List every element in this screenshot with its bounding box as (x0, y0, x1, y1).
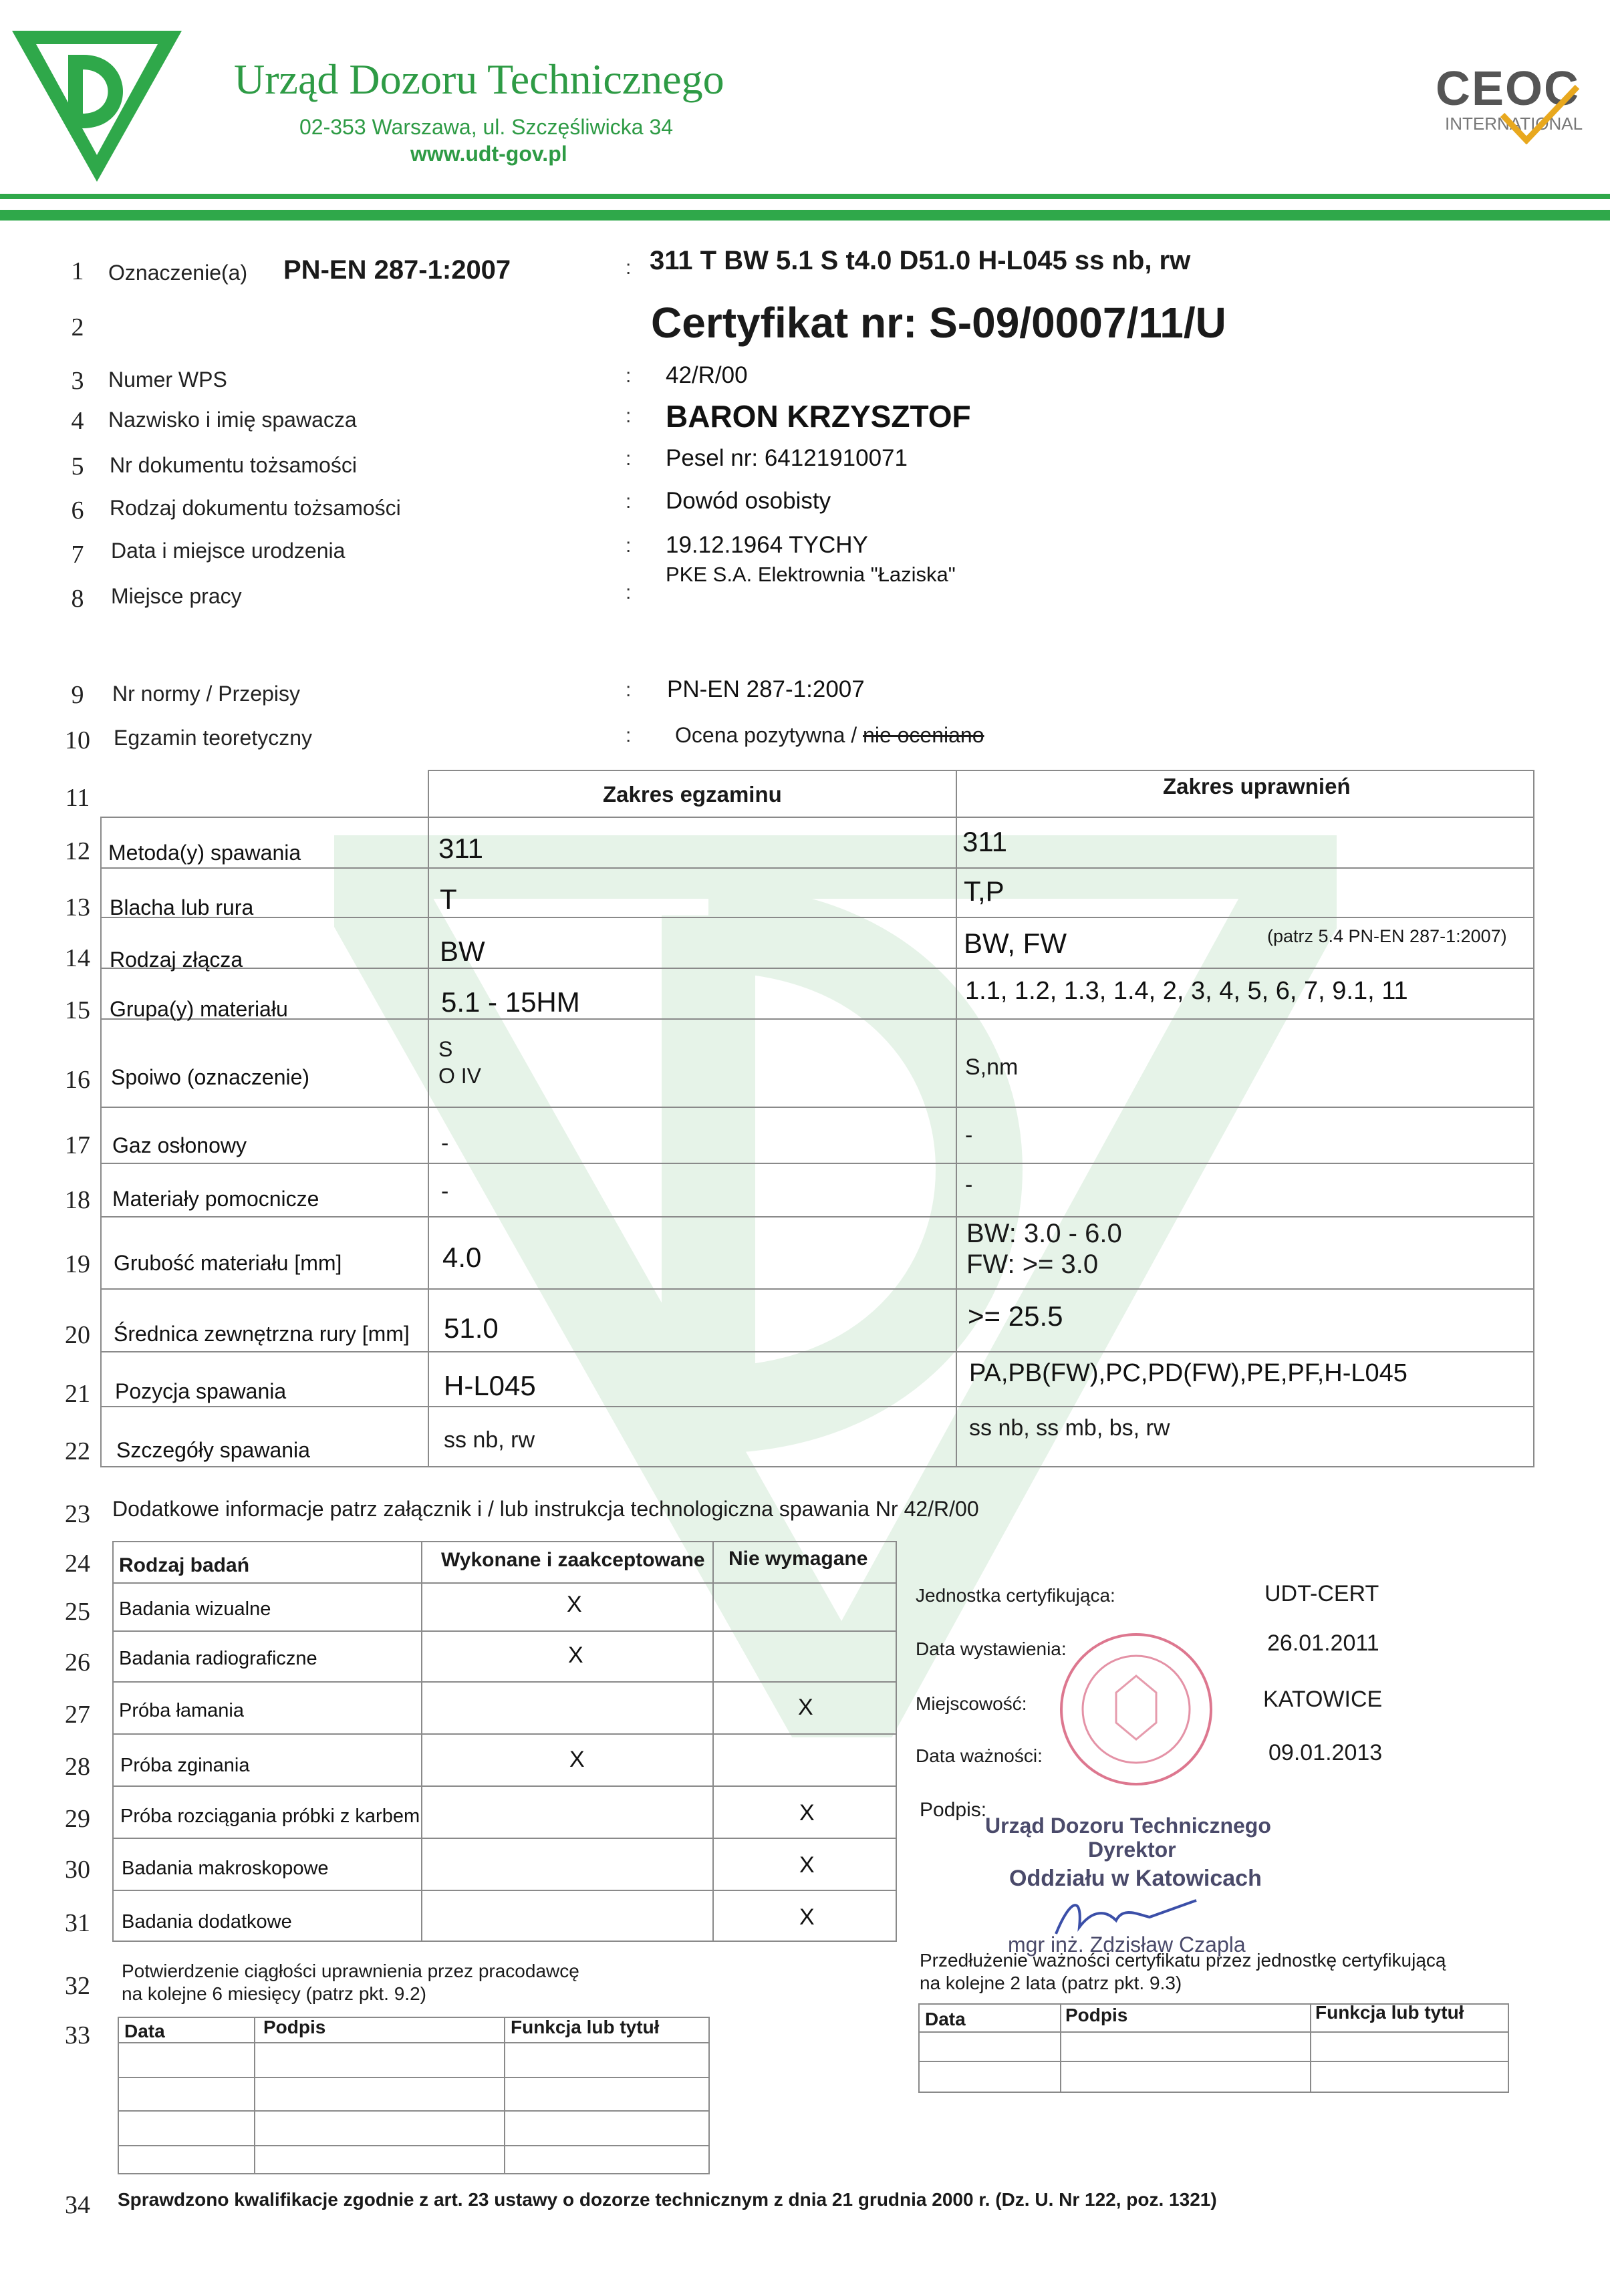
row-number: 19 (65, 1250, 90, 1278)
cert-unit-label: Jednostka certyfikująca: (916, 1585, 1115, 1606)
row-number: 32 (65, 1972, 90, 2000)
udt-logo (9, 28, 184, 184)
employer-confirm-line2: na kolejne 6 miesięcy (patrz pkt. 9.2) (122, 1983, 426, 2004)
issue-date-value: 26.01.2011 (1267, 1630, 1379, 1656)
exam-value: 4.0 (442, 1242, 482, 1273)
col-signature: Podpis (263, 2017, 326, 2037)
row-number: 25 (65, 1598, 90, 1626)
test-label: Próba rozciągania próbki z karbem (120, 1806, 420, 1827)
field-label: Rodzaj dokumentu tożsamości (110, 496, 401, 520)
rights-value: ss nb, ss mb, bs, rw (969, 1415, 1170, 1441)
test-done-mark: X (568, 1642, 583, 1668)
row-number: 23 (65, 1500, 90, 1528)
designation-standard: PN-EN 287-1:2007 (283, 255, 511, 285)
row-number: 29 (65, 1805, 90, 1833)
field-label: Oznaczenie(a) (108, 261, 248, 285)
row-number: 12 (65, 837, 90, 865)
table-row-label: Szczegóły spawania (116, 1438, 310, 1462)
rights-note: (patrz 5.4 PN-EN 287-1:2007) (1267, 926, 1507, 946)
stamp-title: Dyrektor (1088, 1838, 1176, 1862)
test-label: Próba łamania (119, 1700, 244, 1721)
theory-exam-result (675, 723, 984, 748)
row-number: 22 (65, 1437, 90, 1465)
col-test-type: Rodzaj badań (119, 1554, 250, 1576)
birth-date-place: 19.12.1964 TYCHY (666, 532, 868, 558)
row-number: 5 (71, 452, 84, 480)
id-document-number: Pesel nr: 64121910071 (666, 445, 908, 471)
test-done-mark: X (567, 1592, 582, 1617)
stamp-signer: mgr inż. Zdzisław Czapla (1008, 1932, 1246, 1957)
org-address: 02-353 Warszawa, ul. Szczęśliwicka 34 (299, 115, 674, 139)
table-row-label: Spoiwo (oznaczenie) (111, 1065, 310, 1089)
col-rights-scope: Zakres uprawnień (1163, 774, 1351, 799)
ceoc-logo (1436, 61, 1589, 148)
row-number: 15 (65, 996, 90, 1024)
row-number: 11 (65, 784, 90, 812)
col-date: Data (124, 2021, 165, 2041)
row-number: 4 (71, 407, 84, 435)
field-label: Nazwisko i imię spawacza (108, 408, 357, 432)
designation-value: 311 T BW 5.1 S t4.0 D51.0 H-L045 ss nb, rw (650, 246, 1191, 275)
ceoc-logo-text: CEOC (1436, 62, 1581, 116)
row-number: 6 (71, 496, 84, 525)
rights-value: 1.1, 1.2, 1.3, 1.4, 2, 3, 4, 5, 6, 7, 9.1, 11 (965, 977, 1408, 1005)
row-number: 9 (71, 681, 84, 709)
udt-watermark-logo (334, 835, 1337, 1737)
exam-value: BW (440, 936, 485, 967)
row-number: 33 (65, 2021, 90, 2049)
field-label: Data i miejsce urodzenia (111, 539, 346, 563)
header-rule-bottom (0, 210, 1610, 221)
row-number: 1 (71, 257, 84, 285)
table-row-label: Gaz osłonowy (112, 1133, 247, 1157)
field-label: Egzamin teoretyczny (114, 726, 313, 750)
certificate-number: Certyfikat nr: S-09/0007/11/U (651, 299, 1226, 347)
rights-value: S,nm (965, 1054, 1019, 1080)
table-row-label: Grubość materiału [mm] (114, 1251, 342, 1275)
row-number: 16 (65, 1066, 90, 1094)
rights-value: - (965, 1172, 973, 1197)
rights-value-line2: FW: >= 3.0 (966, 1250, 1099, 1279)
test-not-required-mark: X (798, 1695, 813, 1720)
org-website: www.udt-gov.pl (410, 142, 567, 166)
cert-unit-value: UDT-CERT (1264, 1581, 1379, 1606)
row-number: 13 (65, 893, 90, 921)
legal-basis: Sprawdzono kwalifikacje zgodnie z art. 23 ustawy o dozorze technicznym z dnia 21 grudnia 2000 r. (Dz. U. Nr 122, poz. 1321) (118, 2189, 1217, 2210)
test-done-mark: X (569, 1747, 585, 1772)
workplace: PKE S.A. Elektrownia "Łaziska" (666, 563, 956, 586)
row-number: 26 (65, 1648, 90, 1677)
row-number: 14 (65, 944, 90, 972)
row-number: 34 (65, 2191, 90, 2219)
test-label: Próba zginania (120, 1755, 250, 1776)
row-number: 8 (71, 585, 84, 613)
row-number: 30 (65, 1856, 90, 1884)
valid-date-label: Data ważności: (916, 1745, 1043, 1766)
col-function: Funkcja lub tytuł (511, 2017, 660, 2037)
stamp-branch: Oddziału w Katowicach (1009, 1866, 1262, 1891)
row-number: 17 (65, 1131, 90, 1159)
exam-value: 51.0 (444, 1312, 499, 1344)
field-label: Nr dokumentu tożsamości (110, 453, 357, 477)
header-rule-top (0, 194, 1610, 199)
wps-number: 42/R/00 (666, 362, 748, 388)
row-number: 31 (65, 1909, 90, 1937)
exam-value: ss nb, rw (444, 1427, 535, 1453)
table-row-label: Średnica zewnętrzna rury [mm] (114, 1322, 410, 1346)
extension-line1: Przedłużenie ważności certyfikatu przez jednostkę certyfikującą (920, 1950, 1446, 1971)
employer-confirm-line1: Potwierdzenie ciągłości uprawnienia przez pracodawcę (122, 1961, 579, 1981)
col-test-not-required: Nie wymagane (728, 1548, 868, 1570)
test-label: Badania dodatkowe (122, 1911, 292, 1932)
signature-label: Podpis: (920, 1799, 987, 1821)
row-number: 28 (65, 1753, 90, 1781)
table-row-label: Materiały pomocnicze (112, 1187, 319, 1211)
rights-value: PA,PB(FW),PC,PD(FW),PE,PF,H-L045 (969, 1359, 1407, 1387)
field-label: Miejsce pracy (111, 584, 242, 608)
stamp-org: Urząd Dozoru Technicznego (985, 1814, 1271, 1838)
exam-value: 311 (438, 833, 483, 864)
theory-exam-positive: Ocena pozytywna / (675, 723, 863, 747)
checkmark-icon (1500, 84, 1580, 144)
director-stamp (976, 1814, 1323, 1961)
row-number: 10 (65, 726, 90, 754)
table-row-label: Blacha lub rura (110, 895, 254, 919)
row-number: 18 (65, 1186, 90, 1214)
rights-value: 311 (962, 826, 1007, 857)
additional-info: Dodatkowe informacje patrz załącznik i / lub instrukcja technologiczna spawania Nr 42/R/00 (112, 1497, 979, 1521)
exam-value: - (441, 1131, 449, 1156)
official-seal (1056, 1629, 1216, 1789)
exam-value: 5.1 - 15HM (441, 986, 580, 1018)
rights-value: >= 25.5 (968, 1300, 1063, 1332)
table-row-label: Pozycja spawania (115, 1379, 287, 1403)
row-number: 3 (71, 367, 84, 395)
col-exam-scope: Zakres egzaminu (603, 782, 782, 807)
row-number: 20 (65, 1321, 90, 1349)
test-not-required-mark: X (799, 1800, 815, 1826)
exam-value: H-L045 (444, 1370, 536, 1401)
exam-value: T (440, 883, 457, 915)
exam-value-line2: O IV (438, 1064, 482, 1088)
place-label: Miejscowość: (916, 1693, 1027, 1714)
id-document-type: Dowód osobisty (666, 488, 831, 514)
row-number: 27 (65, 1701, 90, 1729)
org-name: Urząd Dozoru Technicznego (234, 55, 724, 103)
table-row-label: Rodzaj złącza (110, 948, 243, 972)
col-test-done: Wykonane i zaakceptowane (441, 1549, 705, 1571)
valid-date-value: 09.01.2013 (1268, 1740, 1383, 1765)
table-row-label: Metoda(y) spawania (108, 841, 301, 865)
ceoc-logo-subtext: INTERNATIONAL (1445, 114, 1583, 134)
rights-value: T,P (964, 875, 1004, 907)
test-not-required-mark: X (799, 1904, 815, 1930)
extension-line2: na kolejne 2 lata (patrz pkt. 9.3) (920, 1973, 1182, 1993)
rights-value: BW, FW (964, 927, 1067, 959)
test-not-required-mark: X (799, 1852, 815, 1878)
ext-col-signature: Podpis (1065, 2005, 1128, 2025)
test-label: Badania wizualne (119, 1598, 271, 1620)
test-label: Badania radiograficzne (119, 1648, 317, 1669)
row-number: 2 (71, 313, 84, 341)
exam-value: - (441, 1179, 449, 1204)
row-number: 21 (65, 1380, 90, 1408)
ext-col-function: Funkcja lub tytuł (1315, 2002, 1464, 2023)
rights-value: - (965, 1123, 973, 1148)
standard-number: PN-EN 287-1:2007 (667, 676, 865, 702)
table-row-label: Grupa(y) materiału (110, 997, 288, 1021)
theory-exam-struck: nie oceniano (863, 723, 984, 747)
row-number: 24 (65, 1550, 90, 1578)
ext-col-date: Data (925, 2009, 966, 2029)
rights-value-line1: BW: 3.0 - 6.0 (966, 1219, 1122, 1248)
test-label: Badania makroskopowe (122, 1858, 329, 1879)
issue-date-label: Data wystawienia: (916, 1638, 1067, 1659)
row-number: 7 (71, 541, 84, 569)
place-value: KATOWICE (1263, 1687, 1383, 1712)
welder-name: BARON KRZYSZTOF (666, 399, 971, 434)
field-label: Nr normy / Przepisy (112, 682, 300, 706)
exam-value-line1: S (438, 1037, 453, 1061)
field-label: Numer WPS (108, 368, 227, 392)
